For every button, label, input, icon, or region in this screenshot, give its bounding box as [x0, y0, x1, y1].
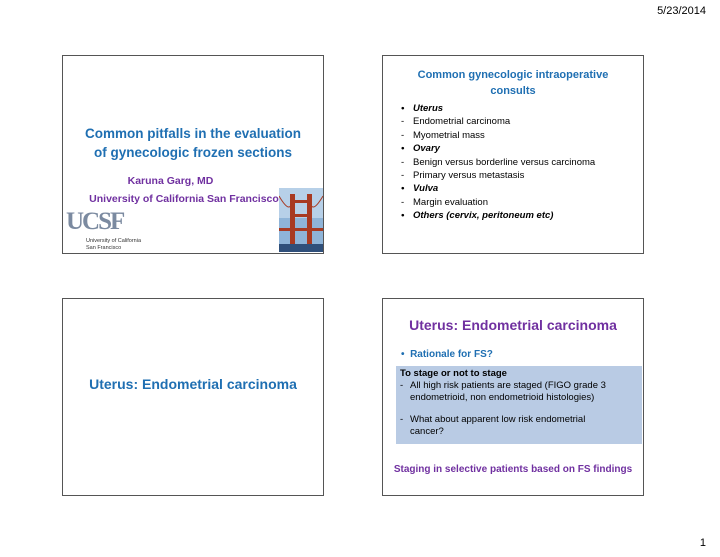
staging-box-item-1: - All high risk patients are staged (FIGO grade 3 endometrioid, non endometrioid histologies): [400, 380, 606, 403]
slide-1-title-line2: of gynecologic frozen sections: [93, 145, 293, 160]
slide-2-title-line2: consults: [490, 85, 536, 97]
slide-4-title: Uterus: Endometrial carcinoma: [409, 317, 617, 333]
list-item: - Primary versus metastasis: [401, 170, 525, 182]
list-item: • Vulva: [401, 183, 439, 195]
ucsf-logo-line1: University of California: [86, 238, 142, 244]
bullet-marker: •: [401, 349, 411, 360]
list-item: - Margin evaluation: [401, 196, 488, 208]
slide-1-affiliation: University of California San Francisco: [89, 193, 279, 205]
staging-box: [396, 366, 642, 444]
page-number: 1: [699, 537, 706, 549]
golden-gate-bridge-icon: [279, 188, 323, 252]
ucsf-logo-line2: San Francisco: [86, 245, 122, 251]
list-item: - Benign versus borderline versus carcinoma: [401, 156, 596, 168]
slide-1-title: [63, 124, 323, 162]
slide-1-author: Karuna Garg, MD: [127, 175, 214, 187]
ucsf-logo-letters: UCSF: [66, 208, 124, 235]
slide-2-title: [383, 67, 643, 99]
slide-4: [382, 298, 644, 496]
list-item: • Ovary: [401, 143, 440, 155]
list-item: - Endometrial carcinoma: [401, 116, 511, 128]
slide-3-title: Uterus: Endometrial carcinoma: [89, 376, 297, 392]
list-item: • Uterus: [401, 103, 444, 114]
slide-1: [62, 55, 324, 254]
list-item: • Others (cervix, peritoneum etc): [401, 210, 554, 222]
slide-4-bullet: • Rationale for FS?: [401, 349, 493, 360]
consult-list: [401, 102, 595, 223]
slide-1-title-line1: Common pitfalls in the evaluation: [84, 126, 302, 141]
slide-2-title-line1: Common gynecologic intraoperative: [417, 69, 609, 81]
slide-2: [382, 55, 644, 254]
page-date: 5/23/2014: [657, 5, 706, 17]
staging-box-item-2: - What about apparent low risk endometrial cancer?: [400, 414, 586, 437]
ucsf-logo: [66, 208, 156, 252]
staging-box-heading: To stage or not to stage: [400, 368, 507, 379]
list-item: - Myometrial mass: [401, 129, 485, 141]
slide-3: [62, 298, 324, 496]
slide-4-footer: Staging in selective patients based on FS findings: [393, 464, 633, 475]
